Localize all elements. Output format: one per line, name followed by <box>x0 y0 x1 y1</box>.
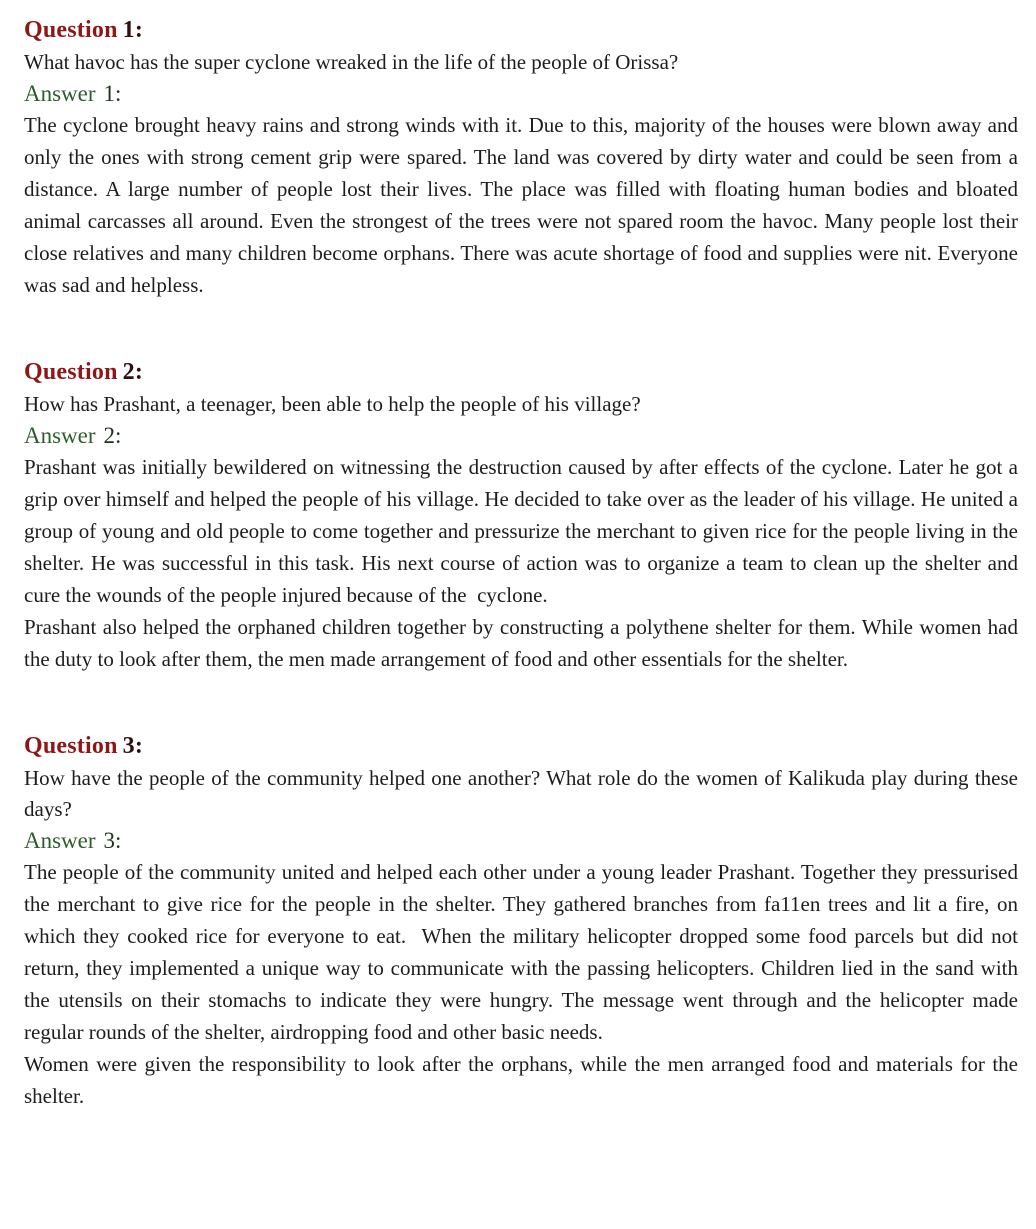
question-label: Question <box>24 733 118 759</box>
answer-heading <box>24 78 1018 109</box>
question-number: 3: <box>122 733 144 759</box>
question-number: 1: <box>122 17 144 43</box>
answer-number: 2: <box>103 423 122 448</box>
answer-number: 3: <box>103 828 122 853</box>
qa-section-3 <box>24 731 1024 1112</box>
answer-paragraph: Prashant was initially bewildered on witnessing the destruction caused by after effects of the cyclone. Later he got a grip over himself and helped the people of his village. He decided to take over as the leader of his village. He united a group of young and old people to come together and pressurize the merchant to given rice for the people living in the shelter. He was successful in this task. His next course of action was to organize a team to clean up the shelter and cure the wounds of the people injured because of the cyclone. <box>24 455 1024 607</box>
answer-heading <box>24 420 1018 451</box>
question-heading <box>24 357 1018 387</box>
question-text: What havoc has the super cyclone wreaked in the life of the people of Orissa? <box>24 50 679 74</box>
answer-label: Answer <box>24 81 96 106</box>
question-number: 2: <box>122 359 144 385</box>
question-heading <box>24 731 1018 761</box>
question-label: Question <box>24 359 118 385</box>
answer-paragraph: The people of the community united and helped each other under a young leader Prashant. Together they pressurised the merchant to give rice for the people in the shelter. They gathered branches from fa11en trees and lit a fire, on which they cooked rice for everyone to eat. When the military helicopter dropped some food parcels but did not return, they implemented a unique way to communicate with the passing helicopters. Children lied in the sand with the utensils on their stomachs to indicate they were hungry. The message went through and the helicopter made regular rounds of the shelter, airdropping food and other basic needs. <box>24 860 1024 1044</box>
question-heading <box>24 15 1018 45</box>
answer-number: 1: <box>103 81 122 106</box>
question-text: How has Prashant, a teenager, been able to help the people of his village? <box>24 392 641 416</box>
question-text: How have the people of the community helped one another? What role do the women of Kalikuda play during these days? <box>24 766 1018 821</box>
answer-paragraph: The cyclone brought heavy rains and strong winds with it. Due to this, majority of the houses were blown away and only the ones with strong cement grip were spared. The land was covered by dirty water and could be seen from a distance. A large number of people lost their lives. The place was filled with floating human bodies and bloated animal carcasses all around. Even the strongest of the trees were not spared room the havoc. Many people lost their close relatives and many children become orphans. There was acute shortage of food and supplies were nit. Everyone was sad and helpless. <box>24 113 1024 297</box>
qa-section-1 <box>24 15 1024 301</box>
question-label: Question <box>24 17 118 43</box>
answer-label: Answer <box>24 423 96 448</box>
answer-label: Answer <box>24 828 96 853</box>
qa-section-2 <box>24 357 1024 675</box>
answer-paragraph: Prashant also helped the orphaned children together by constructing a polythene shelter for them. While women had the duty to look after them, the men made arrangement of food and other essentials for the shelter. <box>24 615 1024 671</box>
answer-heading <box>24 825 1018 856</box>
answer-paragraph: Women were given the responsibility to look after the orphans, while the men arranged food and materials for the shelter. <box>24 1052 1024 1108</box>
